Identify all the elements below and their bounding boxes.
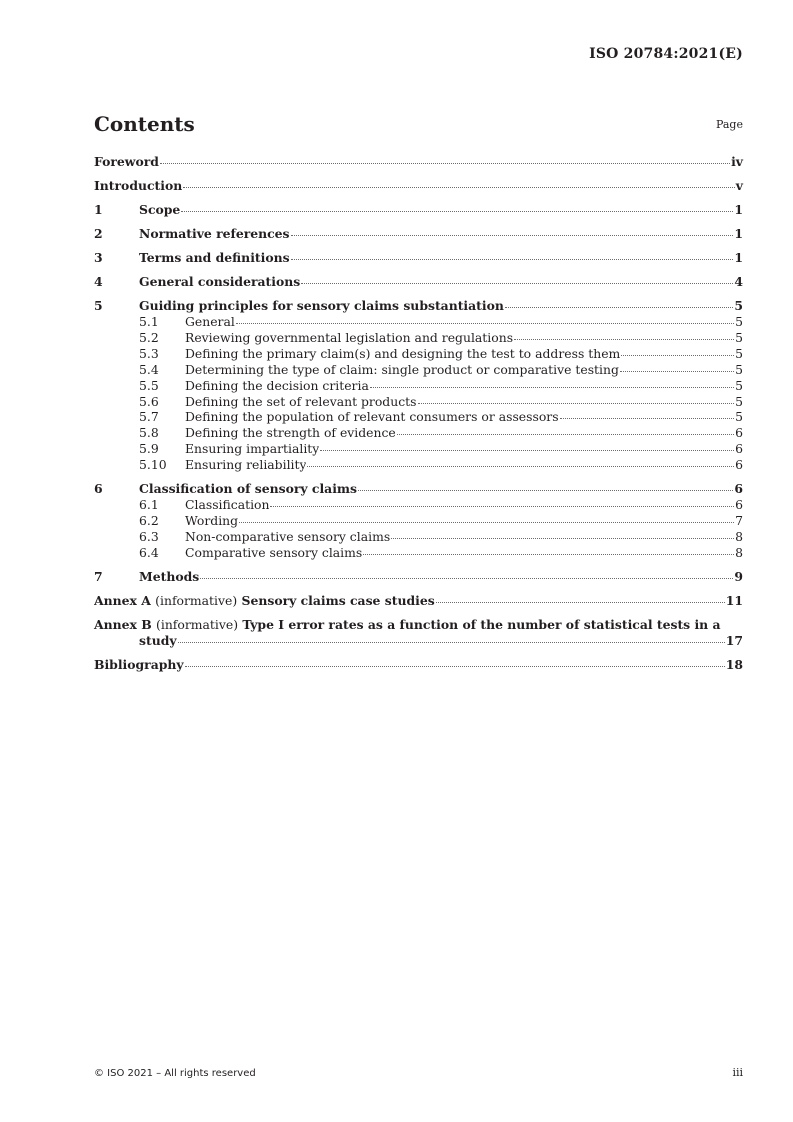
dot-leader	[363, 553, 734, 555]
toc-title: Reviewing governmental legislation and regulations	[185, 329, 514, 345]
toc-page: 6	[735, 457, 743, 473]
dot-leader	[178, 641, 725, 643]
toc-entry-section-1[interactable]	[94, 202, 743, 218]
toc-page: 5	[735, 329, 743, 345]
toc-title: Defining the primary claim(s) and designing the test to address them	[185, 345, 621, 361]
toc-number: 6	[94, 481, 103, 497]
dot-leader	[397, 433, 734, 435]
toc-subentry-5-6[interactable]	[94, 394, 743, 410]
toc-page: 5	[735, 361, 743, 377]
dot-leader	[181, 210, 733, 212]
toc-title: Foreword	[94, 154, 159, 169]
toc-entry-foreword[interactable]	[94, 154, 743, 170]
toc-page: 6	[735, 441, 743, 457]
toc-subentry-6-3[interactable]	[94, 529, 743, 545]
toc-page: iv	[731, 154, 743, 169]
toc-title: Introduction	[94, 178, 183, 193]
toc-page: 1	[734, 250, 743, 265]
toc-title: Ensuring impartiality	[185, 441, 320, 457]
toc-entry-section-6[interactable]	[94, 481, 743, 497]
page-title: Contents	[94, 112, 195, 136]
annex-type: (informative)	[155, 592, 238, 608]
dot-leader	[160, 162, 730, 164]
dot-leader	[185, 665, 725, 667]
toc-page: 1	[734, 226, 743, 241]
toc-entry-bibliography[interactable]	[94, 657, 743, 673]
toc-page: 8	[735, 544, 743, 560]
toc-page: 9	[734, 568, 743, 584]
toc-title: Methods	[139, 568, 200, 584]
dot-leader	[200, 577, 733, 579]
toc-title: General considerations	[139, 274, 301, 289]
toc-number: 5.2	[139, 329, 159, 345]
toc-subentry-5-8[interactable]	[94, 425, 743, 441]
toc-page: 17	[725, 632, 743, 648]
toc-subentry-5-9[interactable]	[94, 441, 743, 457]
toc-number: 5.5	[139, 377, 159, 393]
toc-page: 6	[735, 425, 743, 441]
toc-entry-section-7[interactable]	[94, 569, 743, 585]
toc-title: Scope	[139, 202, 181, 217]
toc-title: General	[185, 314, 235, 329]
table-of-contents	[94, 154, 743, 673]
toc-title: Classification	[185, 497, 270, 513]
toc-page: 5	[735, 393, 743, 409]
toc-number: 4	[94, 274, 103, 289]
toc-page: 6	[735, 497, 743, 513]
toc-number: 6.2	[139, 512, 159, 528]
toc-page: v	[735, 178, 743, 193]
toc-page: 5	[735, 377, 743, 393]
toc-number: 5.7	[139, 409, 159, 425]
toc-title: Defining the population of relevant consumers or assessors	[185, 409, 559, 425]
toc-number: 5	[94, 298, 103, 313]
dot-leader	[514, 338, 734, 340]
toc-subentry-6-4[interactable]	[94, 545, 743, 561]
toc-page: 11	[725, 592, 743, 608]
dot-leader	[436, 601, 725, 603]
toc-title: Defining the set of relevant products	[185, 393, 417, 409]
toc-entry-section-3[interactable]	[94, 250, 743, 266]
toc-subentry-5-1[interactable]	[94, 314, 743, 330]
document-id: ISO 20784:2021(E)	[589, 46, 743, 62]
toc-entry-section-2[interactable]	[94, 226, 743, 242]
toc-title-line-1	[94, 617, 743, 633]
toc-page: 5	[735, 345, 743, 361]
toc-number: 5.10	[139, 457, 167, 473]
toc-subentry-5-7[interactable]	[94, 409, 743, 425]
dot-leader	[291, 258, 734, 260]
toc-entry-section-4[interactable]	[94, 274, 743, 290]
page-column-label: Page	[715, 118, 743, 131]
toc-title: Determining the type of claim: single product or comparative testing	[185, 361, 619, 377]
dot-leader	[291, 234, 734, 236]
toc-title: Ensuring reliability	[185, 457, 307, 473]
dot-leader	[183, 186, 735, 188]
toc-subentry-5-2[interactable]	[94, 330, 743, 346]
toc-title-line-2	[94, 633, 743, 649]
toc-title: Defining the decision criteria	[185, 377, 369, 393]
toc-title: Wording	[185, 512, 239, 528]
dot-leader	[621, 354, 734, 356]
toc-page: 7	[735, 512, 743, 528]
toc-number: 1	[94, 202, 103, 217]
toc-number: 7	[94, 568, 103, 584]
toc-page: 5	[735, 409, 743, 425]
toc-subentry-6-2[interactable]	[94, 513, 743, 529]
toc-number: 5.8	[139, 425, 159, 441]
toc-number: 6.1	[139, 497, 159, 513]
toc-entry-introduction[interactable]	[94, 178, 743, 194]
annex-label: Annex B	[94, 616, 152, 632]
toc-subentry-5-3[interactable]	[94, 346, 743, 362]
toc-page: 8	[735, 528, 743, 544]
toc-page: 5	[735, 314, 743, 329]
annex-label: Annex A	[94, 592, 151, 608]
toc-number: 5.3	[139, 345, 159, 361]
toc-entry-annex-a[interactable]	[94, 593, 743, 609]
dot-leader	[239, 521, 734, 523]
page-number: iii	[732, 1066, 743, 1079]
dot-leader	[505, 306, 733, 308]
dot-leader	[370, 386, 734, 388]
dot-leader	[301, 282, 733, 284]
dot-leader	[236, 322, 734, 324]
toc-title: Comparative sensory claims	[185, 544, 363, 560]
dot-leader	[307, 465, 734, 467]
toc-title: Bibliography	[94, 656, 184, 672]
dot-leader	[560, 417, 735, 419]
toc-page: 4	[734, 274, 743, 289]
toc-title: Defining the strength of evidence	[185, 425, 396, 441]
toc-entry-annex-b[interactable]	[94, 617, 743, 649]
annex-title: Sensory claims case studies	[241, 592, 435, 608]
toc-page: 5	[734, 298, 743, 313]
toc-number: 6.3	[139, 528, 159, 544]
toc-entry-section-5[interactable]	[94, 298, 743, 314]
toc-title	[94, 593, 435, 609]
toc-page: 18	[725, 656, 743, 672]
annex-title: Type I error rates as a function of the number of statistical tests in a	[242, 616, 721, 632]
toc-page: 1	[734, 202, 743, 217]
toc-subentry-5-10[interactable]	[94, 457, 743, 473]
toc-title: Terms and definitions	[139, 250, 290, 265]
annex-title-continued: study	[139, 632, 177, 648]
toc-number: 2	[94, 226, 103, 241]
toc-number: 5.4	[139, 361, 159, 377]
dot-leader	[620, 370, 734, 372]
toc-number: 5.9	[139, 441, 159, 457]
toc-title: Guiding principles for sensory claims substantiation	[139, 298, 504, 313]
toc-title: Normative references	[139, 226, 290, 241]
toc-page: 6	[734, 481, 743, 497]
toc-title: Classification of sensory claims	[139, 481, 357, 497]
toc-subentry-6-1[interactable]	[94, 497, 743, 513]
annex-type: (informative)	[156, 616, 239, 632]
dot-leader	[391, 537, 734, 539]
toc-number: 3	[94, 250, 103, 265]
dot-leader	[320, 449, 734, 451]
dot-leader	[418, 402, 735, 404]
toc-subentry-5-4[interactable]	[94, 362, 743, 378]
toc-number: 5.1	[139, 314, 159, 329]
dot-leader	[270, 505, 734, 507]
toc-subentry-5-5[interactable]	[94, 378, 743, 394]
toc-number: 5.6	[139, 393, 159, 409]
toc-number: 6.4	[139, 544, 159, 560]
toc-title: Non-comparative sensory claims	[185, 528, 391, 544]
dot-leader	[358, 489, 733, 491]
copyright-notice: © ISO 2021 – All rights reserved	[94, 1068, 256, 1079]
